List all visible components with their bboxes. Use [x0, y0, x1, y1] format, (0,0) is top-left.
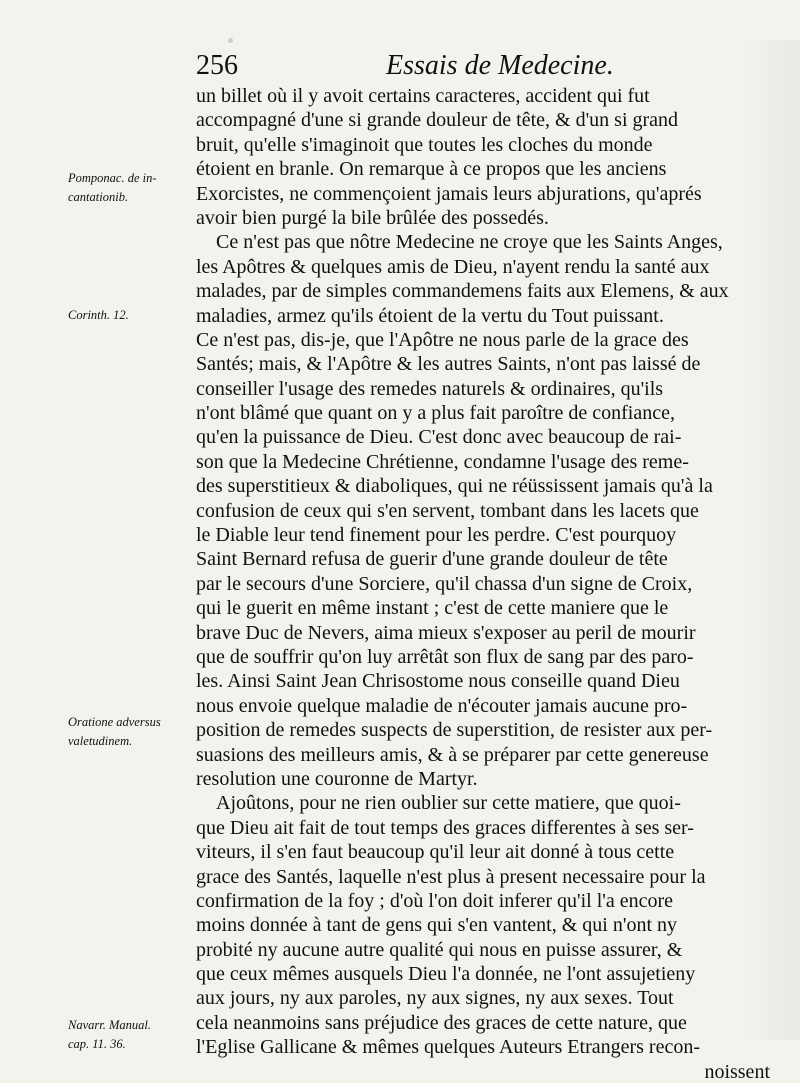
text-line: resolution une couronne de Martyr.	[196, 767, 478, 790]
margin-note: Oratione adversus valetudinem.	[68, 715, 161, 748]
text-line: probité ny aucune autre qualité qui nous en puisse assurer, &	[196, 938, 683, 961]
text-line: Ajoûtons, pour ne rien oublier sur cette matiere, que quoi-	[216, 792, 681, 815]
page-header	[196, 50, 756, 84]
text-line: Exorcistes, ne commençoient jamais leurs abjurations, qu'aprés	[196, 182, 702, 205]
text-line: bruit, qu'elle s'imaginoit que toutes les cloches du monde	[196, 133, 653, 156]
text-line: grace des Santés, laquelle n'est plus à present necessaire pour la	[196, 865, 706, 888]
text-line: avoir bien purgé la bile brûlée des possedés.	[196, 206, 549, 229]
text-line: que Dieu ait fait de tout temps des graces differentes à ses ser-	[196, 816, 694, 839]
margin-note: Navarr. Manual. cap. 11. 36.	[68, 1018, 151, 1051]
text-line: par le secours d'une Sorciere, qu'il chassa d'un signe de Croix,	[196, 572, 693, 595]
ink-spot	[228, 38, 233, 43]
text-line: Ce n'est pas, dis-je, que l'Apôtre ne nous parle de la grace des	[196, 328, 689, 351]
text-line: cela neanmoins sans préjudice des graces de cette nature, que	[196, 1011, 687, 1034]
text-line: Ce n'est pas que nôtre Medecine ne croye que les Saints Anges,	[216, 231, 723, 254]
text-line: confirmation de la foy ; d'où l'on doit inferer qu'il l'a encore	[196, 889, 674, 912]
body-text	[196, 84, 770, 1083]
text-line: moins donnée à tant de gens qui s'en vantent, & qui n'ont ny	[196, 914, 678, 937]
running-title: Essais de Medecine.	[386, 50, 614, 81]
text-line: malades, par de simples commandemens faits aux Elemens, & aux	[196, 280, 729, 303]
page-number: 256	[196, 50, 238, 81]
text-line: aux jours, ny aux paroles, ny aux signes, ny aux sexes. Tout	[196, 987, 674, 1010]
text-line: le Diable leur tend finement pour les perdre. C'est pourquoy	[196, 524, 677, 547]
text-line: étoient en branle. On remarque à ce propos que les anciens	[196, 158, 667, 181]
text-line: Saint Bernard refusa de guerir d'une grande douleur de tête	[196, 548, 668, 571]
text-line: conseiller l'usage des remedes naturels & ordinaires, qu'ils	[196, 377, 664, 400]
text-line: suasions des meilleurs amis, & à se préparer par cette genereuse	[196, 743, 709, 766]
catchword: noissent	[704, 1060, 770, 1083]
text-line: les Apôtres & quelques amis de Dieu, n'ayent rendu la santé aux	[196, 255, 710, 278]
text-line: l'Eglise Gallicane & mêmes quelques Auteurs Etrangers recon-	[196, 1036, 700, 1059]
text-line: que de souffrir qu'on luy arrêtât son flux de sang par des paro-	[196, 645, 694, 668]
text-line: confusion de ceux qui s'en servent, tombant dans les lacets que	[196, 499, 699, 522]
text-line: que ceux mêmes ausquels Dieu l'a donnée, ne l'ont assujetieny	[196, 963, 696, 986]
text-line: maladies, armez qu'ils étoient de la vertu du Tout puissant.	[196, 304, 664, 327]
text-line: nous envoie quelque maladie de n'écouter jamais aucune pro-	[196, 694, 688, 717]
text-line: qui le guerit en même instant ; c'est de cette maniere que le	[196, 597, 669, 620]
text-line: viteurs, il s'en faut beaucoup qu'il leur ait donné à tous cette	[196, 841, 675, 864]
text-line: les. Ainsi Saint Jean Chrisostome nous conseille quand Dieu	[196, 670, 680, 693]
text-line: son que la Medecine Chrétienne, condamne l'usage des reme-	[196, 450, 689, 473]
margin-note: Pomponac. de in- cantationib.	[68, 171, 157, 204]
text-line: n'ont blâmé que quant on y a plus fait paroître de confiance,	[196, 402, 675, 425]
text-line: des superstitieux & diaboliques, qui ne réüssissent jamais qu'à la	[196, 475, 713, 498]
text-line: Santés; mais, & l'Apôtre & les autres Saints, n'ont pas laissé de	[196, 353, 701, 376]
margin-note: Corinth. 12.	[68, 308, 129, 322]
text-line: position de remedes suspects de superstition, de resister aux per-	[196, 719, 713, 742]
text-line: qu'en la puissance de Dieu. C'est donc avec beaucoup de rai-	[196, 426, 682, 449]
text-line: un billet où il y avoit certains caracteres, accident qui fut	[196, 85, 650, 107]
text-line: accompagné d'une si grande douleur de tête, & d'un si grand	[196, 109, 679, 132]
text-line: brave Duc de Nevers, aima mieux s'exposer au peril de mourir	[196, 621, 696, 644]
